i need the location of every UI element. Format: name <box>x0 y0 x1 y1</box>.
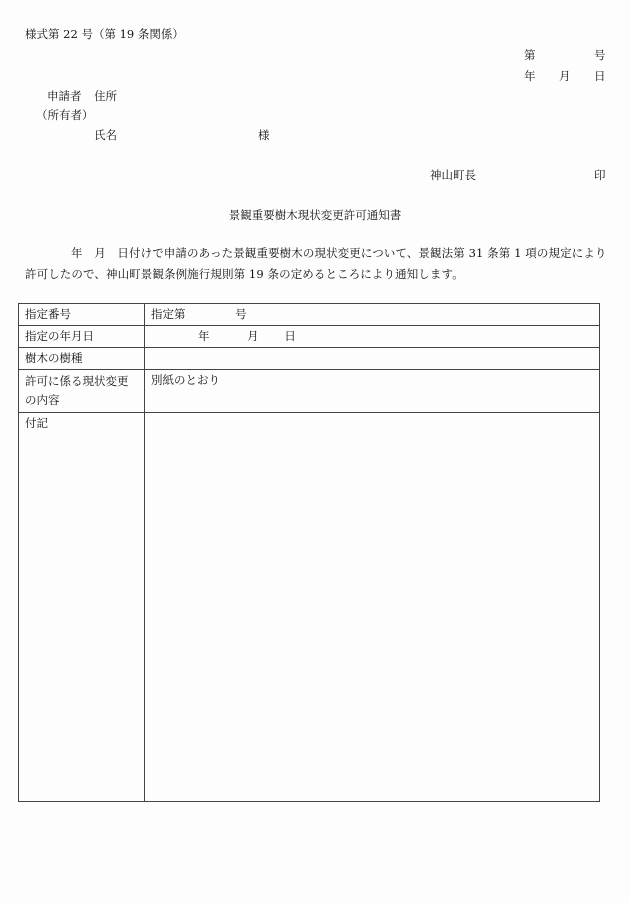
address-label: 住所 <box>94 89 117 103</box>
doc-number-suffix: 号 <box>594 48 606 62</box>
remarks-value <box>145 413 600 802</box>
table-row <box>19 304 600 326</box>
change-content-label-line2: の内容 <box>25 393 60 407</box>
designation-date-label: 指定の年月日 <box>19 326 145 348</box>
date-year: 年 <box>524 69 536 83</box>
applicant-role: 申請者 <box>47 89 82 103</box>
designation-date-month: 月 <box>247 329 259 343</box>
designation-date-day: 日 <box>284 329 296 343</box>
owner-label: （所有者） <box>36 108 94 122</box>
seal-mark: 印 <box>594 168 606 182</box>
designation-suffix: 号 <box>235 307 247 321</box>
designation-prefix: 指定第 <box>151 307 186 321</box>
change-content-value: 別紙のとおり <box>145 370 600 413</box>
table-row <box>19 370 600 413</box>
doc-number-prefix: 第 <box>524 48 536 62</box>
permit-table <box>18 303 600 802</box>
table-row <box>19 348 600 370</box>
designation-date-value <box>145 326 600 348</box>
table-row <box>19 413 600 802</box>
change-content-label-line1: 許可に係る現状変更 <box>25 374 129 388</box>
tree-species-value <box>145 348 600 370</box>
change-content-label <box>19 370 145 413</box>
honorific: 様 <box>258 128 270 142</box>
issuer-title: 神山町長 <box>430 168 476 182</box>
table-row <box>19 326 600 348</box>
document-title: 景観重要樹木現状変更許可通知書 <box>228 208 402 222</box>
date-day: 日 <box>594 69 606 83</box>
name-label: 氏名 <box>94 128 117 142</box>
form-number: 様式第 22 号（第 19 条関係） <box>25 27 184 41</box>
designation-number-label: 指定番号 <box>19 304 145 326</box>
body-paragraph <box>25 243 610 285</box>
designation-number-value <box>145 304 600 326</box>
body-line-1: 年 月 日付けで申請のあった景観重要樹木の現状変更について、景観法第 31 条第 1 項の規定により <box>71 246 607 260</box>
body-line-2: 許可したので、神山町景観条例施行規則第 19 条の定めるところにより通知します。 <box>25 267 464 281</box>
tree-species-label: 樹木の樹種 <box>19 348 145 370</box>
date-month: 月 <box>559 69 571 83</box>
remarks-label: 付記 <box>19 413 145 802</box>
designation-date-year: 年 <box>198 329 210 343</box>
